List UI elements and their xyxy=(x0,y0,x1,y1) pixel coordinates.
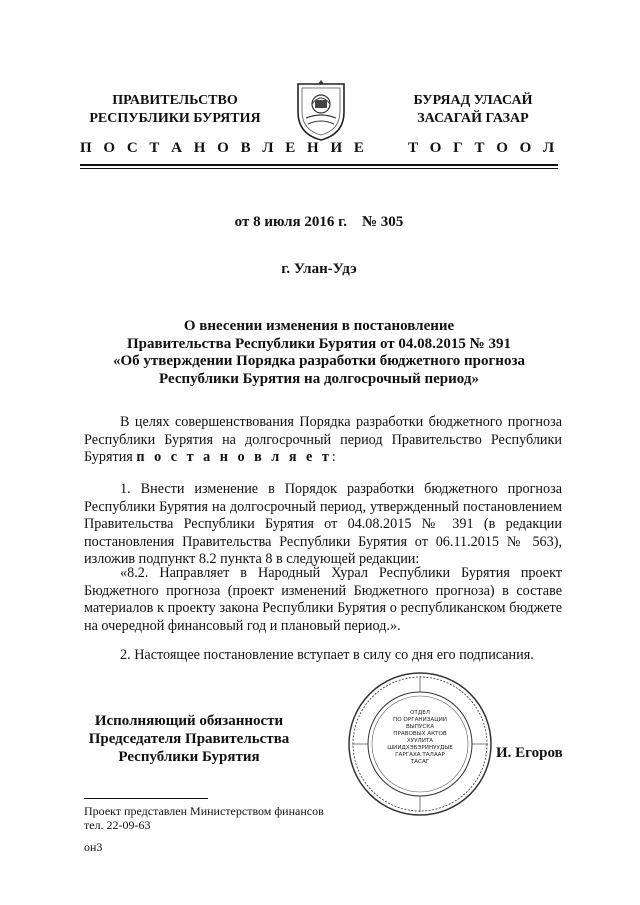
doctype-bua: Т О Г Т О О Л xyxy=(408,140,559,156)
stamp-line5: ХУУЛИТА xyxy=(406,738,434,744)
stamp-line7: ГАРГАХА ТАЛААР xyxy=(395,752,445,758)
signatory-line3: Республики Бурятия xyxy=(118,749,260,765)
city: г. Улан-Удэ xyxy=(281,261,357,277)
stamp-line8: ТАСАГ xyxy=(410,759,430,765)
header-rule-thick xyxy=(80,164,558,166)
official-stamp xyxy=(346,670,494,818)
title-line3: «Об утверждении Порядка разработки бюджетного прогноза xyxy=(113,353,525,369)
title-line2: Правительства Республики Бурятия от 04.08.2015 № 391 xyxy=(126,335,511,352)
footnote-line1: Проект представлен Министерством финансов xyxy=(84,804,324,818)
item-1-quote: «8.2. Направляет в Народный Хурал Республики Бурятия проект Бюджетного прогноза (проект изменений Бюджетного прогноза) в составе материалов к проекту закона Республики Бурятия о республиканском бюджете на очередной финансовый год и плановый период.». xyxy=(84,565,562,634)
document-title xyxy=(80,318,558,388)
org-name-ru-line1: ПРАВИТЕЛЬСТВО xyxy=(112,93,238,108)
title-line1: О внесении изменения в постановление xyxy=(183,318,455,334)
org-name-bua-line1: БУРЯАД УЛАСАЙ xyxy=(413,93,533,108)
title-line4: Республики Бурятия на долгосрочный период» xyxy=(159,370,479,387)
stamp-line3: ВЫПУСКА xyxy=(405,724,435,730)
signatory-title xyxy=(80,712,298,766)
item-1-paragraph: 1. Внести изменение в Порядок разработки бюджетного прогноза Республики Бурятия на долгосрочный период, утвержденный постановлением Правительства Республики Бурятия от 04.08.2015 № 391 (в редакции постановления Правительства Республики Бурятия от 06.11.2015 № 563), изложив подпункт 8.2 пункта 8 в следующей редакции: xyxy=(84,481,562,567)
signatory-line2: Председателя Правительства xyxy=(88,731,290,747)
header-rule-thin xyxy=(80,168,558,169)
document-code: он3 xyxy=(84,840,103,854)
footnote-line2: тел. 22-09-63 xyxy=(84,818,151,832)
org-name-bua-line2: ЗАСАГАЙ ГАЗАР xyxy=(417,111,529,126)
intro-verb: п о с т а н о в л я е т xyxy=(136,449,332,465)
date-number: от 8 июля 2016 г. № 305 xyxy=(234,214,404,230)
org-name-ru-line2: РЕСПУБЛИКИ БУРЯТИЯ xyxy=(89,111,261,126)
signatory-line1: Исполняющий обязанности xyxy=(94,713,284,729)
signatory-name: И. Егоров xyxy=(496,745,563,761)
stamp-line1: ОТДЕЛ xyxy=(410,710,430,716)
intro-paragraph: В целях совершенствования Порядка разработки бюджетного прогноза Республики Бурятия на долгосрочный период Правительство Республики Бурятия п о с т а н о в л я е т: xyxy=(84,414,562,465)
footnote xyxy=(84,804,324,832)
stamp-line2: ПО ОРГАНИЗАЦИИ xyxy=(393,717,447,723)
item-2-paragraph: 2. Настоящее постановление вступает в силу со дня его подписания. xyxy=(120,647,534,663)
coat-of-arms-icon xyxy=(294,78,348,142)
footnote-rule xyxy=(84,798,208,799)
stamp-line4: ПРАВОВЫХ АКТОВ xyxy=(393,731,447,737)
stamp-line6: ШИИДХЭБЭРИНУУДЫЕ xyxy=(387,745,453,751)
doctype-ru: П О С Т А Н О В Л Е Н И Е xyxy=(80,140,368,156)
